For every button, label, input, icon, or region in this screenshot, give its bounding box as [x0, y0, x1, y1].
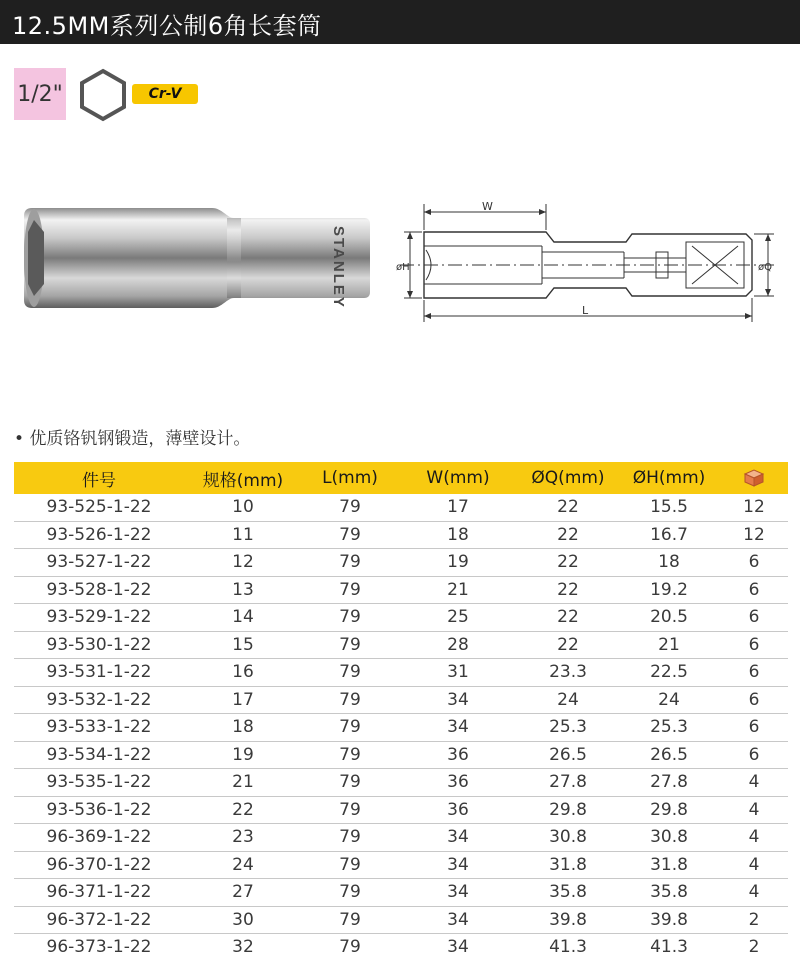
cell-q-diameter: 22	[518, 494, 618, 521]
cell-width: 36	[398, 769, 518, 797]
cell-width: 34	[398, 906, 518, 934]
cell-q-diameter: 41.3	[549, 937, 587, 958]
table-row	[14, 796, 788, 824]
cell-length: 79	[302, 659, 398, 687]
cell-part-no: 96-372-1-22	[14, 906, 184, 934]
cell-width: 34	[447, 937, 469, 958]
cell-q-diameter: 22	[518, 576, 618, 604]
cell-width: 34	[398, 824, 518, 852]
drive-size-badge	[14, 68, 66, 120]
page-title: 12.5MM系列公制6角长套筒	[12, 12, 322, 40]
cell-part-no: 96-373-1-22	[46, 937, 152, 958]
table-row	[14, 769, 788, 797]
table-row	[14, 714, 788, 742]
cell-length: 79	[302, 686, 398, 714]
cell-pack-qty: 12	[720, 494, 788, 521]
cell-h-diameter: 35.8	[618, 879, 720, 907]
cell-size: 11	[184, 521, 302, 549]
table-row	[14, 604, 788, 632]
cell-part-no: 93-533-1-22	[14, 714, 184, 742]
cell-pack-qty: 6	[720, 576, 788, 604]
cell-part-no: 93-526-1-22	[14, 521, 184, 549]
table-row	[14, 521, 788, 549]
cell-part-no: 96-370-1-22	[14, 851, 184, 879]
header-q: ØQ(mm)	[518, 462, 618, 494]
cell-h-diameter: 26.5	[618, 741, 720, 769]
cell-width: 36	[398, 741, 518, 769]
cell-pack-qty: 6	[720, 604, 788, 632]
socket-photo	[22, 200, 374, 316]
cell-length: 79	[302, 714, 398, 742]
cell-width: 18	[398, 521, 518, 549]
table-row	[14, 824, 788, 852]
drive-size-label: 1/2"	[17, 82, 63, 107]
box-icon	[743, 468, 765, 488]
cell-h-diameter: 21	[618, 631, 720, 659]
spec-table	[14, 462, 788, 961]
cell-h-diameter: 31.8	[618, 851, 720, 879]
cell-q-diameter: 31.8	[518, 851, 618, 879]
table-row	[14, 879, 788, 907]
table-row	[14, 576, 788, 604]
header-h: ØH(mm)	[618, 462, 720, 494]
cell-h-diameter: 30.8	[618, 824, 720, 852]
cell-part-no: 93-529-1-22	[14, 604, 184, 632]
cell-q-diameter: 35.8	[518, 879, 618, 907]
cell-part-no: 93-535-1-22	[14, 769, 184, 797]
cell-h-diameter: 15.5	[618, 494, 720, 521]
cell-length: 79	[302, 879, 398, 907]
cell-width: 31	[398, 659, 518, 687]
cell-part-no: 93-530-1-22	[14, 631, 184, 659]
header-length: L(mm)	[302, 462, 398, 494]
cell-pack-qty: 6	[720, 631, 788, 659]
cell-size: 12	[184, 549, 302, 577]
cell-size: 22	[184, 796, 302, 824]
cell-h-diameter: 19.2	[618, 576, 720, 604]
cell-pack-qty: 4	[720, 796, 788, 824]
cell-q-diameter: 24	[518, 686, 618, 714]
cell-size: 21	[184, 769, 302, 797]
cell-size: 16	[184, 659, 302, 687]
cell-length: 79	[339, 937, 361, 958]
cell-length: 79	[302, 604, 398, 632]
cell-pack-qty: 2	[748, 937, 760, 958]
cell-part-no: 93-527-1-22	[14, 549, 184, 577]
material-badge	[132, 84, 198, 104]
cell-width: 34	[398, 879, 518, 907]
cell-width: 34	[398, 714, 518, 742]
cell-h-diameter: 20.5	[618, 604, 720, 632]
cell-pack-qty: 6	[720, 686, 788, 714]
cell-length: 79	[302, 631, 398, 659]
cell-length: 79	[302, 851, 398, 879]
feature-text: • 优质铬钒钢锻造，薄壁设计。	[14, 429, 251, 449]
cell-size: 18	[184, 714, 302, 742]
cell-h-diameter: 29.8	[618, 796, 720, 824]
cell-pack-qty: 6	[720, 659, 788, 687]
h-label: øH	[396, 262, 410, 273]
cell-part-no: 93-536-1-22	[14, 796, 184, 824]
cell-q-diameter: 22	[518, 631, 618, 659]
cell-part-no: 93-531-1-22	[14, 659, 184, 687]
header-size: 规格(mm)	[184, 462, 302, 494]
cell-q-diameter: 39.8	[518, 906, 618, 934]
table-row	[14, 686, 788, 714]
cell-part-no: 93-528-1-22	[14, 576, 184, 604]
cell-pack-qty: 4	[720, 769, 788, 797]
cell-part-no: 93-525-1-22	[14, 494, 184, 521]
cell-q-diameter: 27.8	[518, 769, 618, 797]
cell-part-no: 93-534-1-22	[14, 741, 184, 769]
cell-part-no: 96-371-1-22	[14, 879, 184, 907]
table-row	[14, 934, 788, 961]
dimension-diagram	[396, 198, 780, 330]
cell-width: 34	[398, 851, 518, 879]
cell-width: 19	[398, 549, 518, 577]
table-row	[14, 494, 788, 521]
cell-size: 24	[184, 851, 302, 879]
cell-width: 34	[398, 686, 518, 714]
table-row	[14, 659, 788, 687]
cell-pack-qty: 6	[720, 741, 788, 769]
cell-h-diameter: 25.3	[618, 714, 720, 742]
cell-h-diameter: 27.8	[618, 769, 720, 797]
cell-size: 15	[184, 631, 302, 659]
cell-h-diameter: 24	[618, 686, 720, 714]
header-width: W(mm)	[398, 462, 518, 494]
table-row	[14, 631, 788, 659]
cell-part-no: 96-369-1-22	[14, 824, 184, 852]
brand-engraving: STANLEY	[330, 226, 347, 309]
cell-q-diameter: 22	[518, 549, 618, 577]
table-row	[14, 549, 788, 577]
cell-h-diameter: 18	[618, 549, 720, 577]
table-row	[14, 851, 788, 879]
header-pack	[720, 462, 788, 494]
cell-length: 79	[302, 576, 398, 604]
cell-size: 32	[232, 937, 254, 958]
cell-length: 79	[302, 521, 398, 549]
cell-q-diameter: 22	[518, 604, 618, 632]
cell-pack-qty: 2	[720, 906, 788, 934]
cell-pack-qty: 12	[720, 521, 788, 549]
cell-part-no: 93-532-1-22	[14, 686, 184, 714]
cell-h-diameter: 16.7	[618, 521, 720, 549]
header-part-no: 件号	[14, 462, 184, 494]
cell-length: 79	[302, 549, 398, 577]
cell-size: 17	[184, 686, 302, 714]
cell-length: 79	[302, 796, 398, 824]
cell-width: 17	[398, 494, 518, 521]
cell-q-diameter: 26.5	[518, 741, 618, 769]
cell-length: 79	[302, 741, 398, 769]
cell-size: 27	[184, 879, 302, 907]
cell-width: 36	[398, 796, 518, 824]
cell-pack-qty: 6	[720, 549, 788, 577]
cell-size: 23	[184, 824, 302, 852]
cell-pack-qty: 6	[720, 714, 788, 742]
table-row	[14, 906, 788, 934]
cell-q-diameter: 23.3	[518, 659, 618, 687]
cell-length: 79	[302, 824, 398, 852]
table-row	[14, 741, 788, 769]
w-label: W	[482, 200, 493, 213]
cell-size: 30	[184, 906, 302, 934]
cell-size: 14	[184, 604, 302, 632]
cell-q-diameter: 29.8	[518, 796, 618, 824]
cell-size: 13	[184, 576, 302, 604]
cell-width: 25	[398, 604, 518, 632]
cell-h-diameter: 39.8	[618, 906, 720, 934]
cell-q-diameter: 25.3	[518, 714, 618, 742]
cell-width: 28	[398, 631, 518, 659]
material-label: Cr-V	[148, 86, 182, 102]
cell-q-diameter: 22	[518, 521, 618, 549]
title-bar	[0, 0, 800, 44]
cell-size: 10	[184, 494, 302, 521]
table-header-row	[14, 462, 788, 494]
q-label: øQ	[758, 262, 772, 273]
hexagon-icon	[76, 68, 130, 122]
l-label: L	[582, 304, 589, 317]
cell-pack-qty: 4	[720, 879, 788, 907]
cell-width: 21	[398, 576, 518, 604]
cell-q-diameter: 30.8	[518, 824, 618, 852]
cell-h-diameter: 41.3	[650, 937, 688, 958]
cell-h-diameter: 22.5	[618, 659, 720, 687]
cell-length: 79	[302, 494, 398, 521]
cell-length: 79	[302, 769, 398, 797]
cell-pack-qty: 4	[720, 851, 788, 879]
cell-pack-qty: 4	[720, 824, 788, 852]
cell-size: 19	[184, 741, 302, 769]
cell-length: 79	[302, 906, 398, 934]
